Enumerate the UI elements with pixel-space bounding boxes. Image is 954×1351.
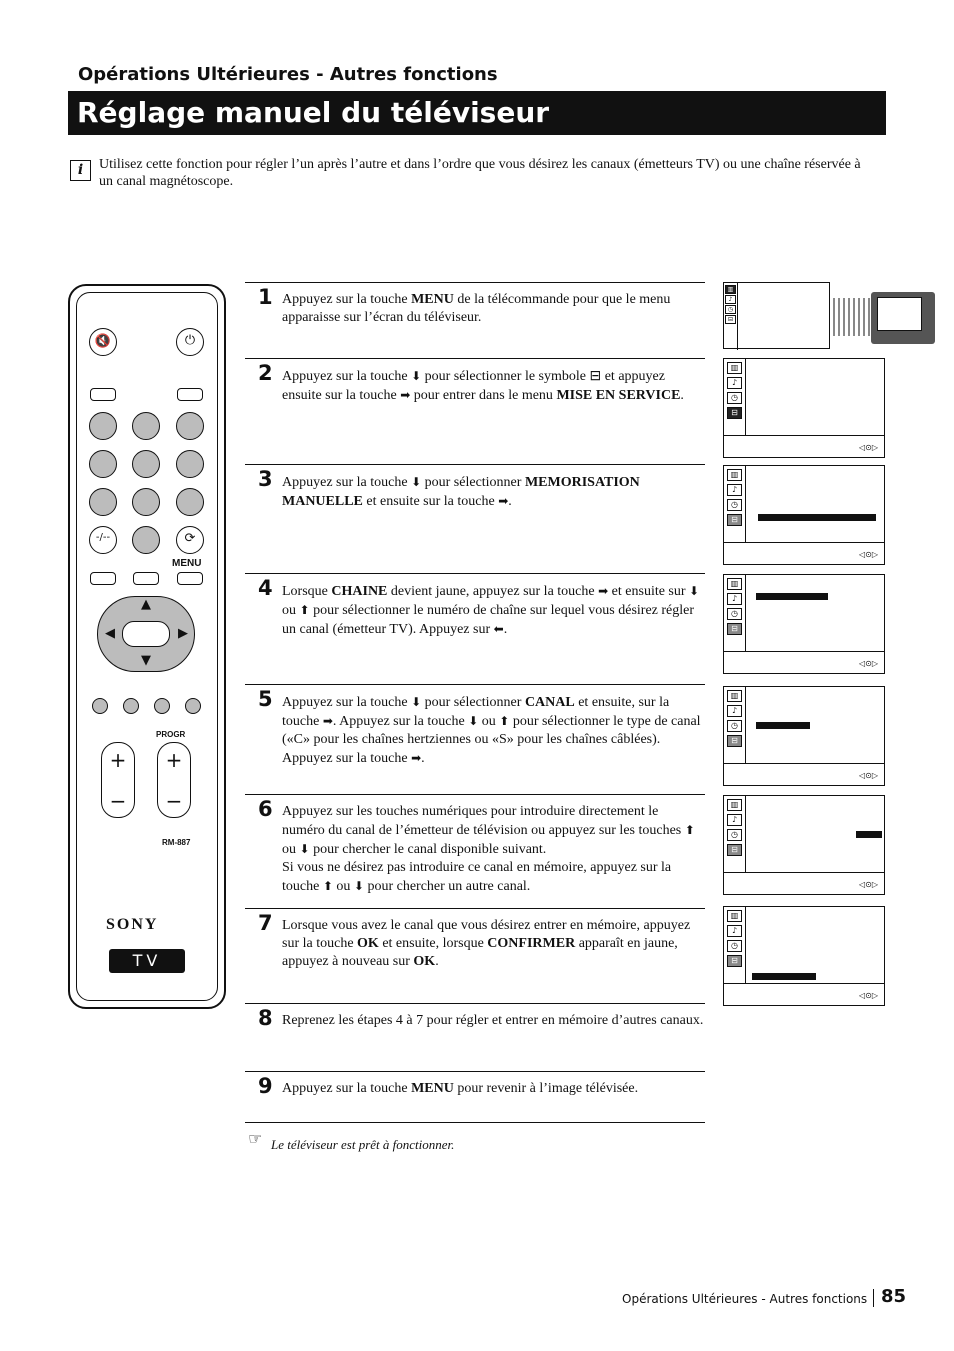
teletext-button [90, 388, 116, 401]
text-mode-button [133, 572, 159, 585]
arrow-down-icon: ⬇ [411, 475, 422, 489]
screen-footer [724, 763, 884, 764]
menu-screen-step-1 [723, 282, 830, 349]
sound-icon: ♪ [727, 593, 742, 605]
arrow-right-icon: ➡ [400, 388, 411, 402]
toolbox-icon: ⊟ [727, 735, 742, 747]
picture-icon: ▥ [725, 285, 736, 294]
input-select-button [177, 388, 203, 401]
note-text: Le téléviseur est prêt à fonctionner. [271, 1137, 455, 1152]
nav-up-icon: ▲ [141, 597, 151, 612]
nav-down-icon: ▼ [141, 653, 151, 668]
screen-footer [724, 651, 884, 652]
step-text: Reprenez les étapes 4 à 7 pour régler et entrer en mémoire d’autres canaux. [282, 1013, 704, 1028]
program-minus-icon: − [165, 789, 183, 813]
arrow-down-icon: ⬇ [353, 879, 364, 893]
ok-nav-icon: ◁⊙▷ [858, 771, 878, 780]
tv-badge: TV [109, 949, 185, 973]
picture-icon: ▥ [727, 910, 742, 922]
info-icon: i [70, 160, 91, 181]
tv-screen [877, 297, 922, 331]
menu-screen-step-2 [723, 358, 885, 458]
footer-section-name: Opérations Ultérieures - Autres fonctions [622, 1292, 868, 1306]
picture-icon: ▥ [727, 469, 742, 481]
remote-control-illustration [68, 284, 226, 1009]
double-digit-label: -/-- [95, 532, 111, 543]
mute-icon: 🔇 [94, 334, 112, 349]
clock-icon: ◷ [727, 499, 742, 511]
step-9 [245, 1071, 705, 1122]
page-number: 85 [881, 1286, 907, 1307]
step-text: Lorsque vous avez le canal que vous désirez entrer en mémoire, appuyez sur la touche OK et ensuite, lorsque CONFIRMER apparaît en jaune, appuyez à nouveau sur OK. [282, 918, 691, 969]
menu-screen-step-4 [723, 574, 885, 674]
clock-icon: ◷ [727, 940, 742, 952]
picture-icon: ▥ [727, 362, 742, 374]
sound-icon: ♪ [727, 705, 742, 717]
highlight-bar [756, 593, 828, 600]
step-2 [245, 358, 705, 464]
step-number: 6 [258, 797, 273, 821]
volume-plus-icon: + [109, 748, 127, 772]
sound-icon: ♪ [725, 295, 736, 304]
arrow-right-icon: ➡ [411, 751, 422, 765]
sound-icon: ♪ [727, 377, 742, 389]
menu-label: MENU [172, 558, 202, 569]
arrow-up-icon: ⬆ [499, 714, 510, 728]
toolbox-icon: ⊟ [727, 514, 742, 526]
ok-nav-icon: ◁⊙▷ [858, 880, 878, 889]
intro-text: Utilisez cette fonction pour régler l’un après l’autre et dans l’ordre que vous désirez les canaux (émetteurs TV) ou une chaîne réservée à un canal magnétoscope. [99, 157, 861, 189]
step-text: Appuyez sur la touche MENU pour revenir à l’image télévisée. [282, 1081, 639, 1096]
screen-footer [724, 872, 884, 873]
tv-mode-button [90, 572, 116, 585]
toolbox-icon: ⊟ [727, 623, 742, 635]
step-number: 5 [258, 687, 273, 711]
page-title: Réglage manuel du téléviseur [68, 91, 886, 135]
step-4 [245, 573, 705, 684]
picture-icon: ▥ [727, 690, 742, 702]
step-1 [245, 282, 705, 358]
brand-logo: SONY [106, 916, 159, 933]
arrow-right-icon: ➡ [322, 714, 333, 728]
picture-icon: ▥ [727, 799, 742, 811]
toolbox-icon: ⊟ [727, 844, 742, 856]
power-icon: ⏻ [184, 333, 196, 348]
program-plus-icon: + [165, 748, 183, 772]
ok-nav-icon: ◁⊙▷ [858, 991, 878, 1000]
volume-minus-icon: − [109, 789, 127, 813]
step-text: Appuyez sur les touches numériques pour introduire directement le numéro du canal de l’émetteur de télévision ou appuyez sur les touches ⬆ ou ⬇ pour chercher le canal disponible suivant. Si vous ne désirez pas introduire ce canal en mémoire, appuyez sur la touche ⬆ ou ⬇ pour chercher un autre canal. [282, 804, 695, 894]
toolbox-icon: ⊟ [589, 369, 602, 384]
swap-icon: ⟳ [184, 531, 196, 546]
arrow-down-icon: ⬇ [411, 695, 422, 709]
step-5 [245, 684, 705, 794]
ok-nav-icon: ◁⊙▷ [858, 550, 878, 559]
arrow-up-icon: ⬆ [684, 823, 695, 837]
arrow-down-icon: ⬇ [299, 842, 310, 856]
step-text: Appuyez sur la touche MENU de la télécommande pour que le menu apparaisse sur l’écran du téléviseur. [282, 292, 671, 325]
menu-button [177, 572, 203, 585]
toolbox-icon: ⊟ [727, 407, 742, 419]
brightness-button [123, 698, 139, 714]
menu-screen-step-6 [723, 795, 885, 895]
step-7 [245, 908, 705, 1003]
step-text: Appuyez sur la touche ⬇ pour sélectionner le symbole ⊟ et appuyez ensuite sur la touche ➡ pour entrer dans le menu MISE EN SERVICE. [282, 369, 684, 403]
step-number: 4 [258, 576, 273, 600]
picture-icon: ▥ [727, 578, 742, 590]
digit-button-7 [89, 488, 117, 516]
ok-nav-icon: ◁⊙▷ [858, 443, 878, 452]
ok-nav-icon: ◁⊙▷ [858, 659, 878, 668]
sound-icon: ♪ [727, 484, 742, 496]
screen-footer [724, 983, 884, 984]
step-text: Appuyez sur la touche ⬇ pour sélectionner MEMORISATION MANUELLE et ensuite sur la touche ➡. [282, 475, 640, 509]
step-text: Appuyez sur la touche ⬇ pour sélectionner CANAL et ensuite, sur la touche ➡. Appuyez sur la touche ⬇ ou ⬆ pour sélectionner le type de canal («C» pour les chaînes hertziennes ou «S» pour les chaînes câblées). Appuyez sur la touche ➡. [282, 695, 701, 766]
tv-illustration [833, 292, 935, 344]
step-6 [245, 794, 705, 908]
model-label: RM-887 [162, 838, 191, 847]
digit-button-8 [132, 488, 160, 516]
digit-button-6 [176, 450, 204, 478]
clock-icon: ◷ [727, 392, 742, 404]
toolbox-icon: ⊟ [725, 315, 736, 324]
screen-format-button [185, 698, 201, 714]
menu-screen-step-5 [723, 686, 885, 786]
step-number: 2 [258, 361, 273, 385]
arrow-right-icon: ➡ [498, 494, 509, 508]
step-number: 3 [258, 467, 273, 491]
digit-button-0 [132, 526, 160, 554]
footer-separator [873, 1289, 874, 1307]
digit-button-5 [132, 450, 160, 478]
nav-left-icon: ◀ [105, 626, 115, 641]
step-3 [245, 464, 705, 573]
step-number: 9 [258, 1074, 273, 1098]
toolbox-icon: ⊟ [727, 955, 742, 967]
highlight-bar [758, 514, 876, 521]
menu-screen-step-3 [723, 465, 885, 565]
sound-icon: ♪ [727, 925, 742, 937]
nav-right-icon: ▶ [178, 626, 188, 641]
arrow-down-icon: ⬇ [689, 584, 700, 598]
zoom-rays [833, 298, 871, 336]
arrow-left-icon: ⬅ [493, 622, 504, 636]
clock-icon: ◷ [727, 608, 742, 620]
screen-footer [724, 435, 884, 436]
sound-icon: ♪ [727, 814, 742, 826]
step-number: 1 [258, 285, 273, 309]
step-number: 7 [258, 911, 273, 935]
sound-button [92, 698, 108, 714]
ok-button [122, 621, 170, 647]
digit-button-9 [176, 488, 204, 516]
highlight-bar [756, 722, 810, 729]
highlight-bar [752, 973, 816, 980]
arrow-up-icon: ⬆ [299, 603, 310, 617]
step-number: 8 [258, 1006, 273, 1030]
digit-button-4 [89, 450, 117, 478]
clock-icon: ◷ [727, 829, 742, 841]
section-title: Opérations Ultérieures - Autres fonctions [78, 64, 498, 85]
arrow-down-icon: ⬇ [411, 369, 422, 383]
menu-screen-step-7 [723, 906, 885, 1006]
steps-bottom-rule [245, 1122, 705, 1123]
picture-mode-button [154, 698, 170, 714]
step-8 [245, 1003, 705, 1071]
clock-icon: ◷ [727, 720, 742, 732]
screen-footer [724, 542, 884, 543]
arrow-right-icon: ➡ [598, 584, 609, 598]
arrow-down-icon: ⬇ [468, 714, 479, 728]
step-text: Lorsque CHAINE devient jaune, appuyez sur la touche ➡ et ensuite sur ⬇ ou ⬆ pour sélectionner le numéro de chaîne sur lequel vous désirez régler un canal (émetteur TV). Appuyez sur ⬅. [282, 584, 700, 637]
clock-icon: ◷ [725, 305, 736, 314]
hand-pointer-icon: ☞ [248, 1129, 263, 1148]
digit-button-3 [176, 412, 204, 440]
digit-button-2 [132, 412, 160, 440]
highlight-bar [856, 831, 882, 838]
arrow-up-icon: ⬆ [322, 879, 333, 893]
progr-label: PROGR [156, 730, 186, 739]
digit-button-1 [89, 412, 117, 440]
